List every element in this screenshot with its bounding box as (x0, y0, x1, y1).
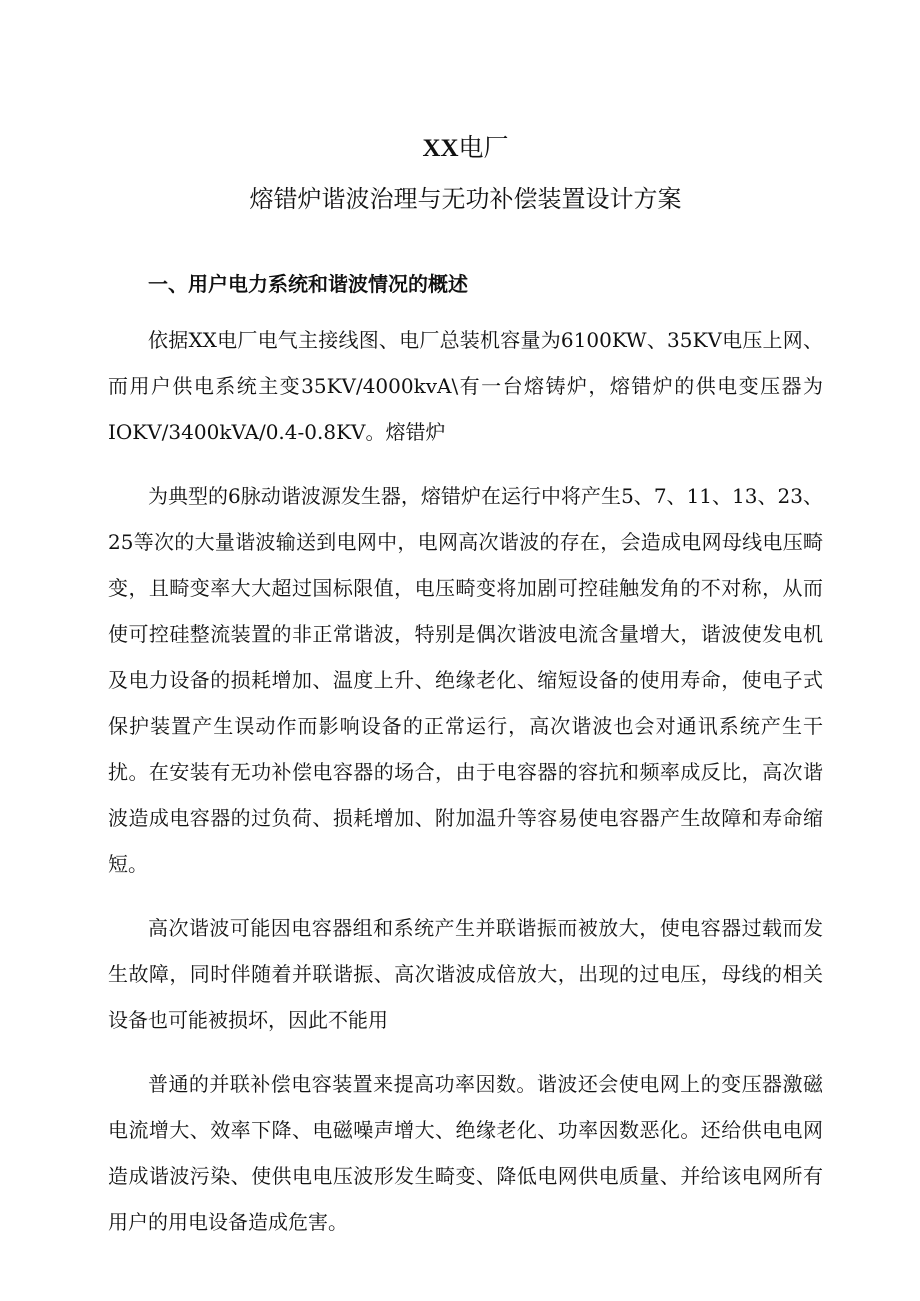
paragraph-1: 依据XX电厂电气主接线图、电厂总装机容量为6100KW、35KV电压上网、而用户供电系统主变35KV/4000kvA\有一台熔铸炉，熔错炉的供电变压器为IOKV/3400kVA/0.4-0.8KV。熔错炉 (108, 328, 823, 444)
paragraph-2: 为典型的6脉动谐波源发生器，熔错炉在运行中将产生5、7、11、13、23、25等次的大量谐波输送到电网中，电网高次谐波的存在，会造成电网母线电压畸变，且畸变率大大超过国标限值，电压畸变将加剧可控硅触发角的不对称，从而使可控硅整流装置的非正常谐波，特别是偶次谐波电流含量增大，谐波使发电机及电力设备的损耗增加、温度上升、绝缘老化、缩短设备的使用寿命，使电子式保护装置产生误动作而影响设备的正常运行，高次谐波也会对通讯系统产生干扰。在安装有无功补偿电容器的场合，由于电容器的容抗和频率成反比，高次谐波造成电容器的过负荷、损耗增加、附加温升等容易使电容器产生故障和寿命缩短。 (108, 484, 823, 876)
document-subtitle: 熔错炉谐波治理与无功补偿装置设计方案 (249, 185, 682, 213)
title-company: XX (422, 135, 459, 162)
paragraph-4: 普通的并联补偿电容装置来提高功率因数。谐波还会使电网上的变压器激磁电流增大、效率下降、电磁噪声增大、绝缘老化、功率因数恶化。还给供电电网造成谐波污染、使供电电压波形发生畸变、降低电网供电质量、并给该电网所有用户的用电设备造成危害。 (108, 1072, 823, 1234)
section-heading: 一、用户电力系统和谐波情况的概述 (148, 272, 468, 296)
document-page (108, 128, 823, 1245)
document-title (108, 128, 823, 169)
title-company-suffix: 电厂 (458, 133, 509, 162)
paragraph-3: 高次谐波可能因电容器组和系统产生并联谐振而被放大，使电容器过载而发生故障，同时伴随着并联谐振、高次谐波成倍放大，出现的过电压，母线的相关设备也可能被损坏，因此不能用 (108, 916, 823, 1032)
